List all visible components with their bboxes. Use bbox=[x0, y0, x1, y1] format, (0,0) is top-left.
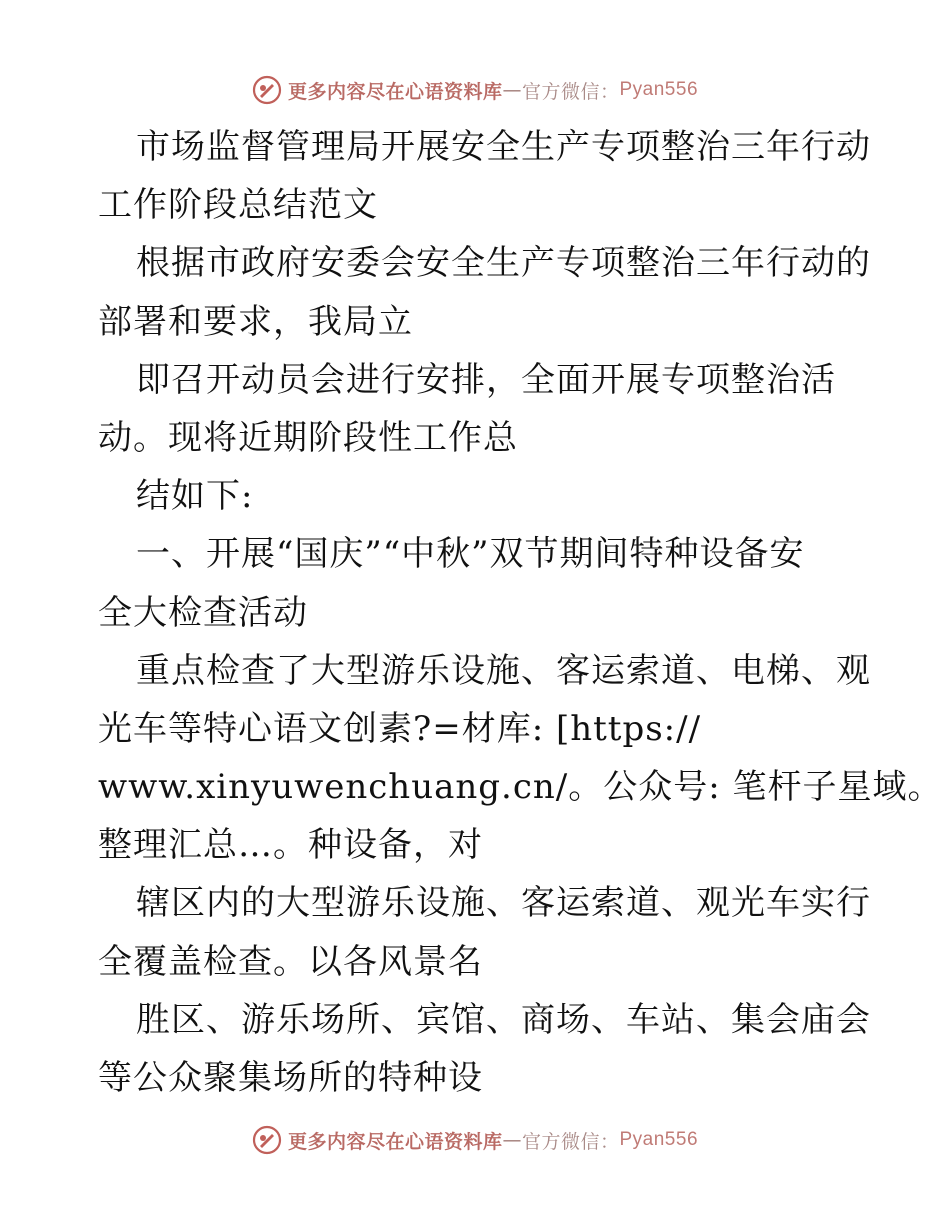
doc-paragraph-line: 即召开动员会进行安排，全面开展专项整治活 bbox=[136, 359, 836, 400]
doc-paragraph-line: 整理汇总…。种设备，对 bbox=[98, 825, 483, 866]
doc-paragraph-line: 等公众聚集场所的特种设 bbox=[98, 1058, 483, 1098]
doc-title-line-2: 工作阶段总结范文 bbox=[98, 185, 378, 226]
footer-banner bbox=[0, 1120, 950, 1160]
banner-wechat-id: Pyan556 bbox=[619, 1129, 699, 1150]
doc-paragraph-line: 全覆盖检查。以各风景名 bbox=[98, 941, 483, 982]
doc-paragraph-line: 胜区、游乐场所、宾馆、商场、车站、集会庙会 bbox=[136, 999, 871, 1040]
banner-wechat-id: Pyan556 bbox=[619, 79, 699, 100]
banner-separator: — bbox=[502, 1129, 522, 1151]
banner-wechat-label: 官方微信： bbox=[521, 1130, 620, 1153]
banner-brand: 更多内容尽在心语资料库 bbox=[287, 1130, 503, 1153]
quill-circle-logo-icon bbox=[252, 1125, 282, 1155]
banner-separator: — bbox=[502, 79, 522, 101]
doc-paragraph-line: 辖区内的大型游乐设施、客运索道、观光车实行 bbox=[136, 883, 871, 924]
document-body bbox=[98, 118, 943, 1107]
doc-paragraph-line: 重点检查了大型游乐设施、客运索道、电梯、观 bbox=[136, 650, 871, 691]
doc-paragraph-line: 部署和要求，我局立 bbox=[98, 301, 413, 342]
header-banner bbox=[0, 70, 950, 110]
doc-paragraph-line: 根据市政府安委会安全生产专项整治三年行动的 bbox=[136, 243, 871, 284]
banner-brand: 更多内容尽在心语资料库 bbox=[287, 80, 503, 103]
doc-paragraph-line: 光车等特心语文创素?=材库: [https:// bbox=[98, 708, 702, 749]
doc-section-heading: 一、开展“国庆”“中秋”双节期间特种设备安 bbox=[136, 534, 805, 575]
doc-paragraph-line: 动。现将近期阶段性工作总 bbox=[98, 417, 518, 458]
doc-paragraph-line: 结如下: bbox=[136, 476, 254, 517]
doc-title-line-1: 市场监督管理局开展安全生产专项整治三年行动 bbox=[136, 127, 871, 167]
doc-paragraph-line: www.xinyuwenchuang.cn/。公众号: 笔杆子星域。 bbox=[98, 767, 943, 808]
quill-circle-logo-icon bbox=[252, 75, 282, 105]
banner-wechat-label: 官方微信： bbox=[521, 80, 620, 103]
doc-section-heading-cont: 全大检查活动 bbox=[98, 592, 308, 633]
